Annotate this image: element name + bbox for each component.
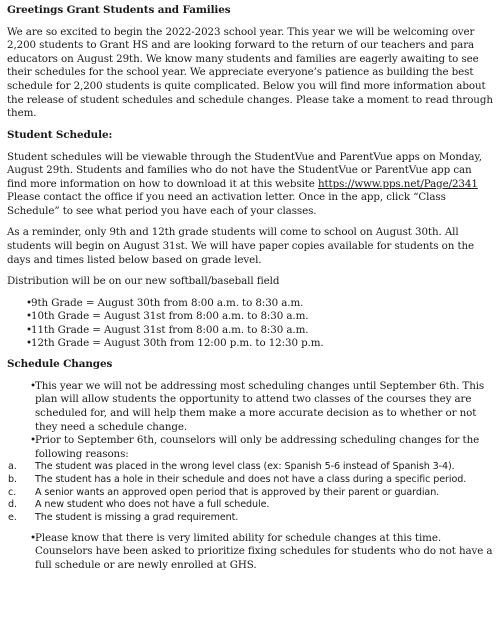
list-item: • 12th Grade = August 30th from 12:00 p.m. to 12:30 p.m. — [7, 337, 494, 351]
list-item — [7, 512, 494, 525]
reason-text: The student was placed in the wrong level class (ex: Spanish 5-6 instead of Spanish 3-4). — [35, 461, 455, 473]
distribution-location: Distribution will be on our new softball/baseball field — [7, 275, 280, 288]
schedule-changes-heading: Schedule Changes — [7, 358, 113, 371]
grade-distribution-list — [7, 297, 494, 351]
changes-bullet-reasons-intro: • Prior to September 6th, counselors will only be addressing scheduling changes for the following reasons: — [7, 434, 494, 461]
changes-bullet-limited-ability: • Please know that there is very limited ability for schedule changes at this time. Counselors have been asked to prioritize fixing schedules for students who do not have a full schedule or are newly enrolled at GHS. — [7, 532, 494, 573]
reason-text: A new student who does not have a full schedule. — [35, 499, 270, 511]
changes-bullet-timing: • This year we will not be addressing most scheduling changes until September 6th. This plan will allow students the opportunity to attend two classes of the courses they are scheduled for, and will help them make a more accurate decision as to whether or not they need a schedule change. — [7, 380, 494, 434]
schedule-changes-section — [7, 380, 494, 572]
list-marker: e. — [8, 511, 17, 523]
schedule-app-paragraph — [7, 151, 494, 219]
list-item — [7, 461, 494, 474]
app-text-before-link: Student schedules will be viewable through the StudentVue and ParentVue apps on Monday, August 29th. Students and families who do not have the StudentVue or ParentVue app can find more information on how to download it at this website — [7, 150, 482, 190]
student-schedule-heading: Student Schedule: — [7, 128, 113, 141]
list-item: • 9th Grade = August 30th from 8:00 a.m. to 8:30 a.m. — [7, 297, 494, 311]
reason-text: A senior wants an approved open period that is approved by their parent or guardian. — [35, 486, 440, 498]
list-item: • 11th Grade = August 31st from 8:00 a.m. to 8:30 a.m. — [7, 324, 494, 338]
section-spacer — [7, 525, 494, 532]
pps-download-link[interactable]: https://www.pps.net/Page/2341 — [317, 177, 478, 190]
reason-text: The student is missing a grad requirement. — [35, 511, 239, 523]
list-marker: c. — [8, 486, 17, 498]
list-marker: d. — [8, 499, 17, 511]
greeting-title: Greetings Grant Students and Families — [7, 4, 231, 16]
reason-text: The student has a hole in their schedule and does not have a class during a specific period. — [35, 473, 467, 485]
list-marker: b. — [8, 473, 17, 485]
change-reasons-list — [7, 461, 494, 524]
reminder-paragraph: As a reminder, only 9th and 12th grade students will come to school on August 30th. All students will begin on August 31st. We will have paper copies available for students on the days and times listed below based on grade level. — [7, 226, 475, 266]
list-marker: a. — [8, 461, 17, 473]
list-item — [7, 499, 494, 512]
list-item — [7, 474, 494, 487]
list-item — [7, 487, 494, 500]
list-item: • 10th Grade = August 31st from 8:00 a.m. to 8:30 a.m. — [7, 310, 494, 324]
app-text-after-link: Please contact the office if you need an activation letter. Once in the app, click “Class Schedule” to see what period you have each of your classes. — [7, 191, 446, 217]
intro-paragraph: We are so excited to begin the 2022-2023 school year. This year we will be welcoming over 2,200 students to Grant HS and are looking forward to the return of our teachers and para educators on August 29th. We know many students and families are eagerly awaiting to see their schedules for the school year. We appreciate everyone’s patience as building the best schedule for 2,200 students is quite complicated. Below you will find more information about the release of student schedules and schedule changes. Please take a moment to read through them. — [7, 25, 493, 120]
